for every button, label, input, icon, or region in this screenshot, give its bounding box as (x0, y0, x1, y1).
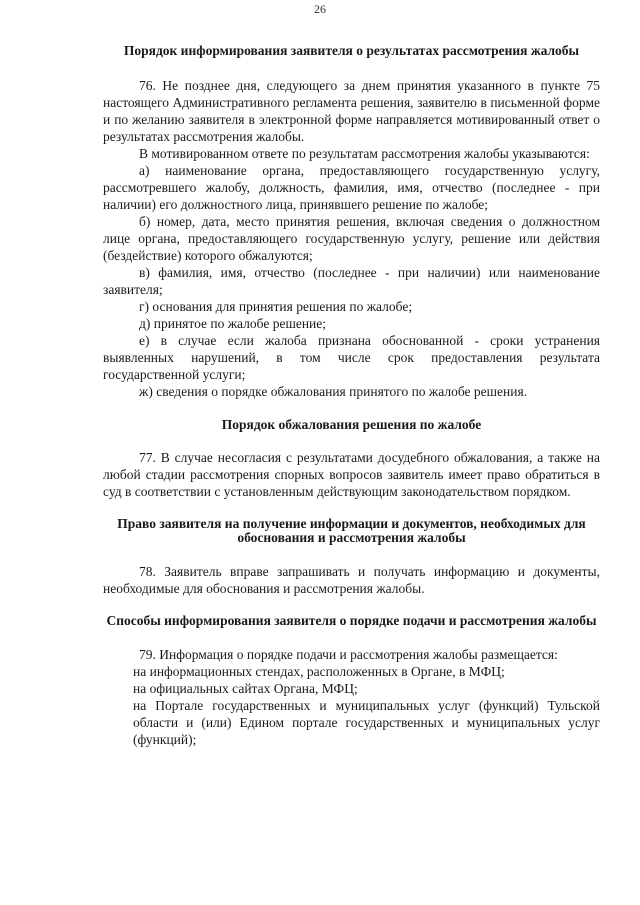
list-item-zh: ж) сведения о порядке обжалования принятого по жалобе решения. (139, 384, 528, 399)
list-item-v: в) фамилия, имя, отчество (последнее - при наличии) или наименование заявителя; (103, 265, 600, 297)
paragraph-79: 79. Информация о порядке подачи и рассмотрения жалобы размещается: (139, 647, 558, 662)
paragraph-78: 78. Заявитель вправе запрашивать и получать информацию и документы, необходимые для обоснования и рассмотрения жалобы. (103, 564, 600, 596)
section-heading-informing-methods: Способы информирования заявителя о порядке подачи и рассмотрения жалобы (106, 613, 597, 628)
list-item-b: б) номер, дата, место принятия решения, включая сведения о должностном лице органа, предоставляющего государственную услугу, решение или действия (бездействие) которого обжалуются; (103, 214, 600, 263)
page-number: 26 (314, 2, 326, 16)
list-item-portals: на Портале государственных и муниципальных услуг (функций) Тульской области и (или) Едином портале государственных и муниципальных услуг (функций); (133, 698, 600, 747)
document-body (103, 44, 600, 748)
list-item-d: д) принятое по жалобе решение; (139, 316, 327, 331)
paragraph-77: 77. В случае несогласия с результатами досудебного обжалования, а также на любой стадии рассмотрения спорных вопросов заявитель имеет право обратиться в суд в соответствии с установленным действующим законодательством порядком. (103, 450, 600, 499)
paragraph-76: 76. Не позднее дня, следующего за днем принятия указанного в пункте 75 настоящего Административного регламента решения, заявителю в письменной форме и по желанию заявителя в электронной форме направляется мотивированный ответ о результатах рассмотрения жалобы. (103, 78, 600, 144)
paragraph-motivated-answer: В мотивированном ответе по результатам рассмотрения жалобы указываются: (139, 146, 590, 161)
section-heading-appeal-procedure: Порядок обжалования решения по жалобе (221, 417, 482, 432)
section-heading-right-to-information: Право заявителя на получение информации и документов, необходимых для обоснования и рассмотрения жалобы (117, 516, 586, 545)
list-item-e: е) в случае если жалоба признана обоснованной - сроки устранения выявленных нарушений, в том числе срок предоставления результата государственной услуги; (103, 333, 600, 382)
list-item-official-sites: на официальных сайтах Органа, МФЦ; (133, 681, 358, 696)
list-item-g: г) основания для принятия решения по жалобе; (139, 299, 413, 314)
section-heading-result-informing: Порядок информирования заявителя о результатах рассмотрения жалобы (123, 43, 580, 58)
list-item-a: а) наименование органа, предоставляющего государственную услугу, рассмотревшего жалобу, должность, фамилия, имя, отчество (последнее - при наличии) его должностного лица, принявшего решение по жалобе; (103, 163, 600, 212)
list-item-info-stands: на информационных стендах, расположенных в Органе, в МФЦ; (133, 664, 505, 679)
